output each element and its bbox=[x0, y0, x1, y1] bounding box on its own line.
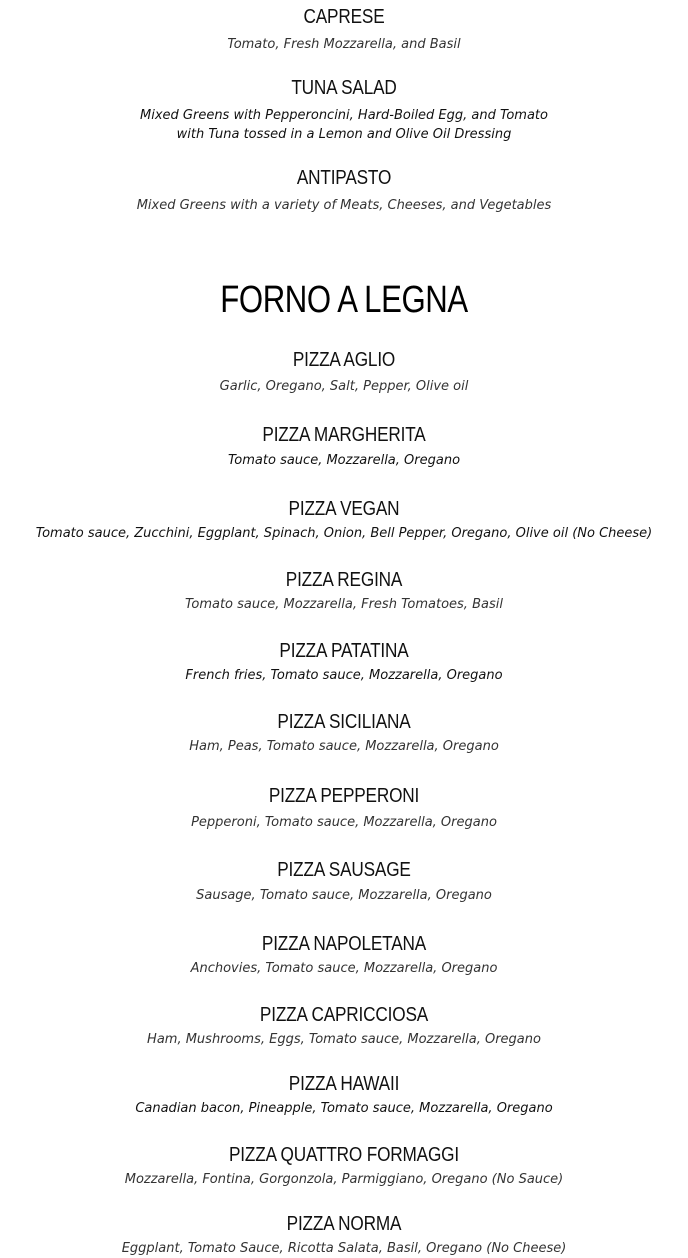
menu-item-pizza-aglio bbox=[0, 348, 688, 396]
menu-item-description: Pepperoni, Tomato sauce, Mozzarella, Oregano bbox=[191, 815, 497, 830]
menu-item-name: PIZZA VEGAN bbox=[288, 498, 400, 520]
menu-item-name: PIZZA HAWAII bbox=[288, 1073, 400, 1095]
menu-item-description: Eggplant, Tomato Sauce, Ricotta Salata, Basil, Oregano (No Cheese) bbox=[121, 1241, 567, 1256]
menu-item-tuna-salad bbox=[0, 76, 688, 144]
menu-item-name: ANTIPASTO bbox=[296, 167, 392, 189]
menu-item-description bbox=[0, 106, 688, 144]
menu-item-name: PIZZA SICILIANA bbox=[277, 711, 411, 733]
menu-item-description-line: Mixed Greens with a variety of Meats, Cheeses, and Vegetables bbox=[136, 198, 552, 213]
menu-item-description: Mozzarella, Fontina, Gorgonzola, Parmiggiano, Oregano (No Sauce) bbox=[124, 1172, 564, 1187]
menu-item-description: Ham, Mushrooms, Eggs, Tomato sauce, Mozzarella, Oregano bbox=[147, 1032, 541, 1047]
menu-item-description: Garlic, Oregano, Salt, Pepper, Olive oil bbox=[219, 379, 469, 394]
menu-item-name: PIZZA REGINA bbox=[285, 569, 403, 591]
menu-item-description-line: with Tuna tossed in a Lemon and Olive Oil Dressing bbox=[176, 127, 512, 142]
menu-item-antipasto bbox=[0, 166, 688, 215]
menu-item-name: PIZZA MARGHERITA bbox=[262, 424, 426, 446]
menu-item-description bbox=[0, 196, 688, 215]
menu-item-name: PIZZA NAPOLETANA bbox=[261, 933, 427, 955]
menu-item-description bbox=[0, 35, 688, 54]
menu-item-name: PIZZA QUATTRO FORMAGGI bbox=[228, 1144, 460, 1166]
menu-item-pizza-margherita bbox=[0, 423, 688, 470]
menu-item-pizza-hawaii bbox=[0, 1072, 688, 1118]
menu-item-description: Tomato sauce, Mozzarella, Oregano bbox=[227, 453, 461, 468]
menu-item-name: PIZZA NORMA bbox=[286, 1213, 402, 1235]
menu-item-name: PIZZA PEPPERONI bbox=[268, 785, 420, 807]
menu-item-name: PIZZA PATATINA bbox=[279, 640, 409, 662]
menu-item-pizza-sausage bbox=[0, 858, 688, 905]
menu-item-pizza-quattro-formaggi bbox=[0, 1143, 688, 1189]
menu-item-caprese bbox=[0, 5, 688, 54]
menu-item-description: Tomato sauce, Zucchini, Eggplant, Spinach, Onion, Bell Pepper, Oregano, Olive oil (No Cheese) bbox=[35, 526, 653, 541]
menu-item-pizza-regina bbox=[0, 568, 688, 614]
menu-item-name: PIZZA CAPRICCIOSA bbox=[259, 1004, 429, 1026]
menu-item-description: Sausage, Tomato sauce, Mozzarella, Oregano bbox=[196, 888, 492, 903]
menu-item-pizza-vegan bbox=[0, 497, 688, 543]
menu-item-description: Tomato sauce, Mozzarella, Fresh Tomatoes, Basil bbox=[185, 597, 503, 612]
menu-item-description-line: Tomato, Fresh Mozzarella, and Basil bbox=[227, 37, 461, 52]
section-title: FORNO A LEGNA bbox=[220, 279, 468, 321]
menu-item-description: Canadian bacon, Pineapple, Tomato sauce, Mozzarella, Oregano bbox=[135, 1101, 553, 1116]
menu-item-name: CAPRESE bbox=[303, 6, 385, 28]
menu-item-pizza-napoletana bbox=[0, 932, 688, 978]
menu-item-pizza-norma bbox=[0, 1212, 688, 1258]
menu-item-name: PIZZA SAUSAGE bbox=[277, 859, 411, 881]
menu-item-name: PIZZA AGLIO bbox=[292, 349, 396, 371]
menu-item-pizza-siciliana bbox=[0, 710, 688, 756]
menu-item-description: Ham, Peas, Tomato sauce, Mozzarella, Oregano bbox=[189, 739, 499, 754]
menu-item-name: TUNA SALAD bbox=[291, 77, 397, 99]
menu-item-description: Anchovies, Tomato sauce, Mozzarella, Oregano bbox=[190, 961, 498, 976]
menu-item-description: French fries, Tomato sauce, Mozzarella, Oregano bbox=[185, 668, 503, 683]
menu-item-description-line: Mixed Greens with Pepperoncini, Hard-Boiled Egg, and Tomato bbox=[140, 108, 548, 123]
menu-item-pizza-capricciosa bbox=[0, 1003, 688, 1049]
menu-item-pizza-pepperoni bbox=[0, 784, 688, 832]
menu-item-pizza-patatina bbox=[0, 639, 688, 685]
